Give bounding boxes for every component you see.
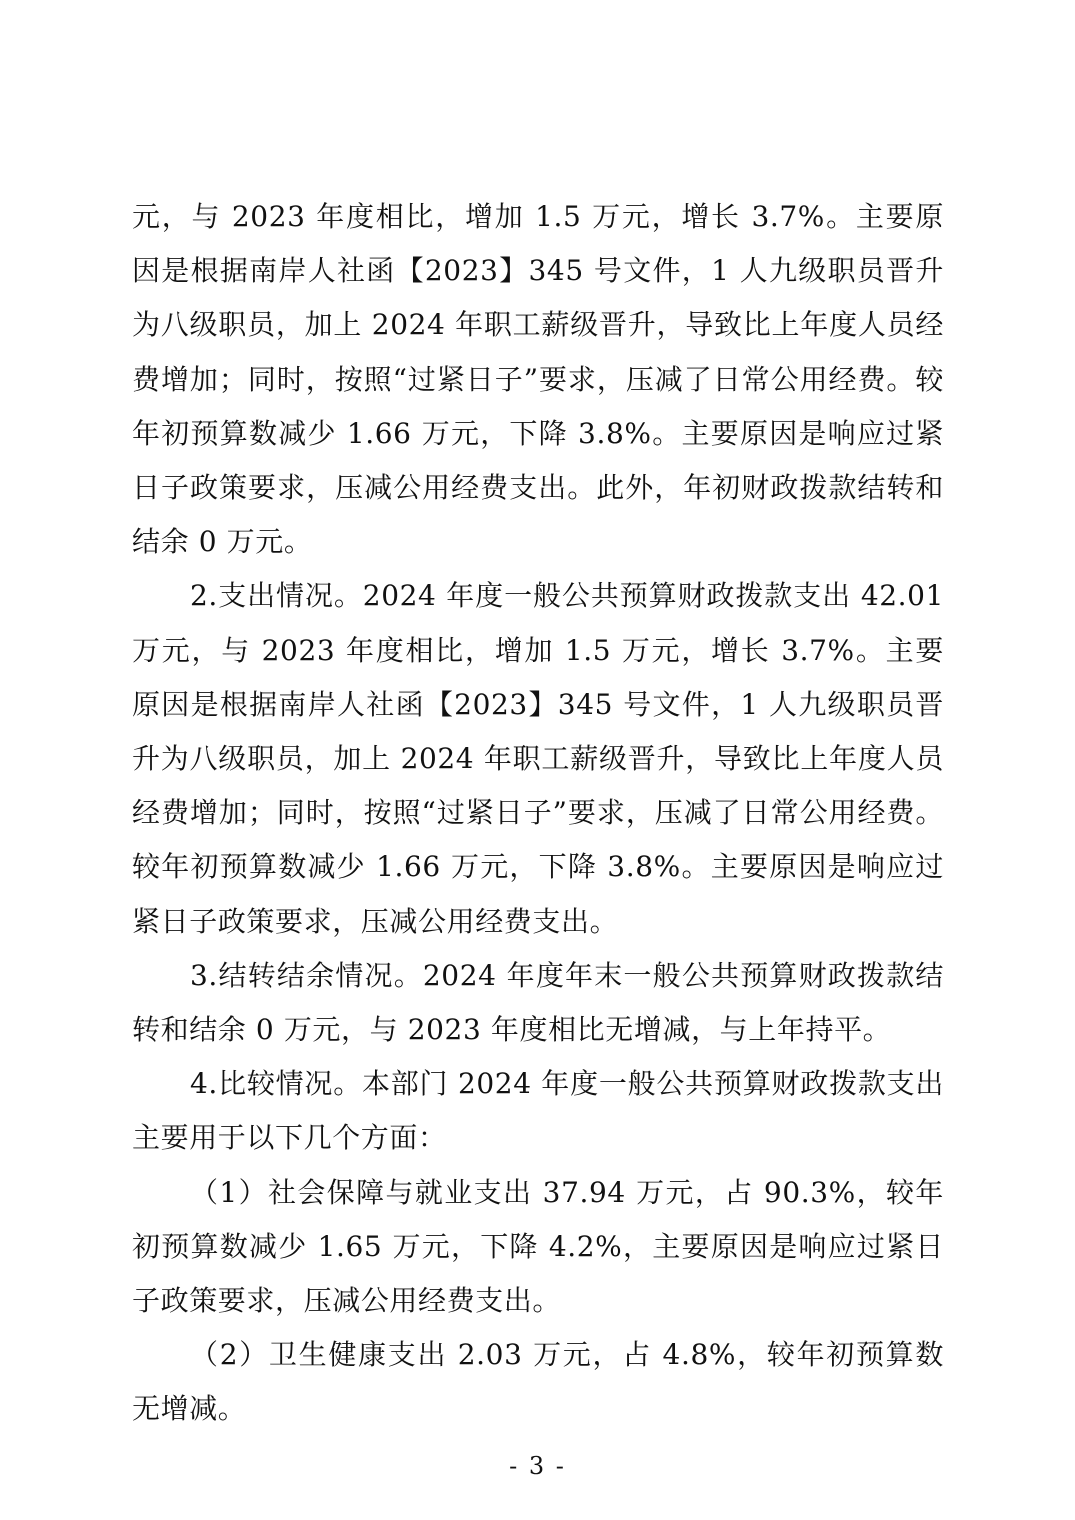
paragraph-expenditure: 2.支出情况。2024 年度一般公共预算财政拨款支出 42.01 万元，与 2023 年度相比，增加 1.5 万元，增长 3.7%。主要原因是根据南岸人社函【2023】345 号文件，1 人九级职员晋升为八级职员，加上 2024 年职工薪级晋升，导致比上年度人员经费增加；同时，按照“过紧日子”要求，压减了日常公用经费。较年初预算数减少 1.66 万元，下降 3.8%。主要原因是响应过紧日子政策要求，压减公用经费支出。 xyxy=(132,579,944,938)
body-text xyxy=(132,190,944,1437)
paragraph-carryover: 3.结转结余情况。2024 年度年末一般公共预算财政拨款结转和结余 0 万元，与 2023 年度相比无增减，与上年持平。 xyxy=(132,958,944,1047)
paragraph-income-continuation: 元，与 2023 年度相比，增加 1.5 万元，增长 3.7%。主要原因是根据南岸人社函【2023】345 号文件，1 人九级职员晋升为八级职员，加上 2024 年职工薪级晋升，导致比上年度人员经费增加；同时，按照“过紧日子”要求，压减了日常公用经费。较年初预算数减少 1.66 万元，下降 3.8%。主要原因是响应过紧日子政策要求，压减公用经费支出。此外，年初财政拨款结转和结余 0 万元。 xyxy=(132,200,944,559)
paragraph-comparison: 4.比较情况。本部门 2024 年度一般公共预算财政拨款支出主要用于以下几个方面： xyxy=(132,1067,944,1155)
paragraph-health: （2）卫生健康支出 2.03 万元，占 4.8%，较年初预算数无增减。 xyxy=(132,1338,944,1426)
page-number: - 3 - xyxy=(509,1452,566,1480)
paragraph-social-security: （1）社会保障与就业支出 37.94 万元，占 90.3%，较年初预算数减少 1.65 万元，下降 4.2%，主要原因是响应过紧日子政策要求，压减公用经费支出。 xyxy=(132,1175,944,1318)
